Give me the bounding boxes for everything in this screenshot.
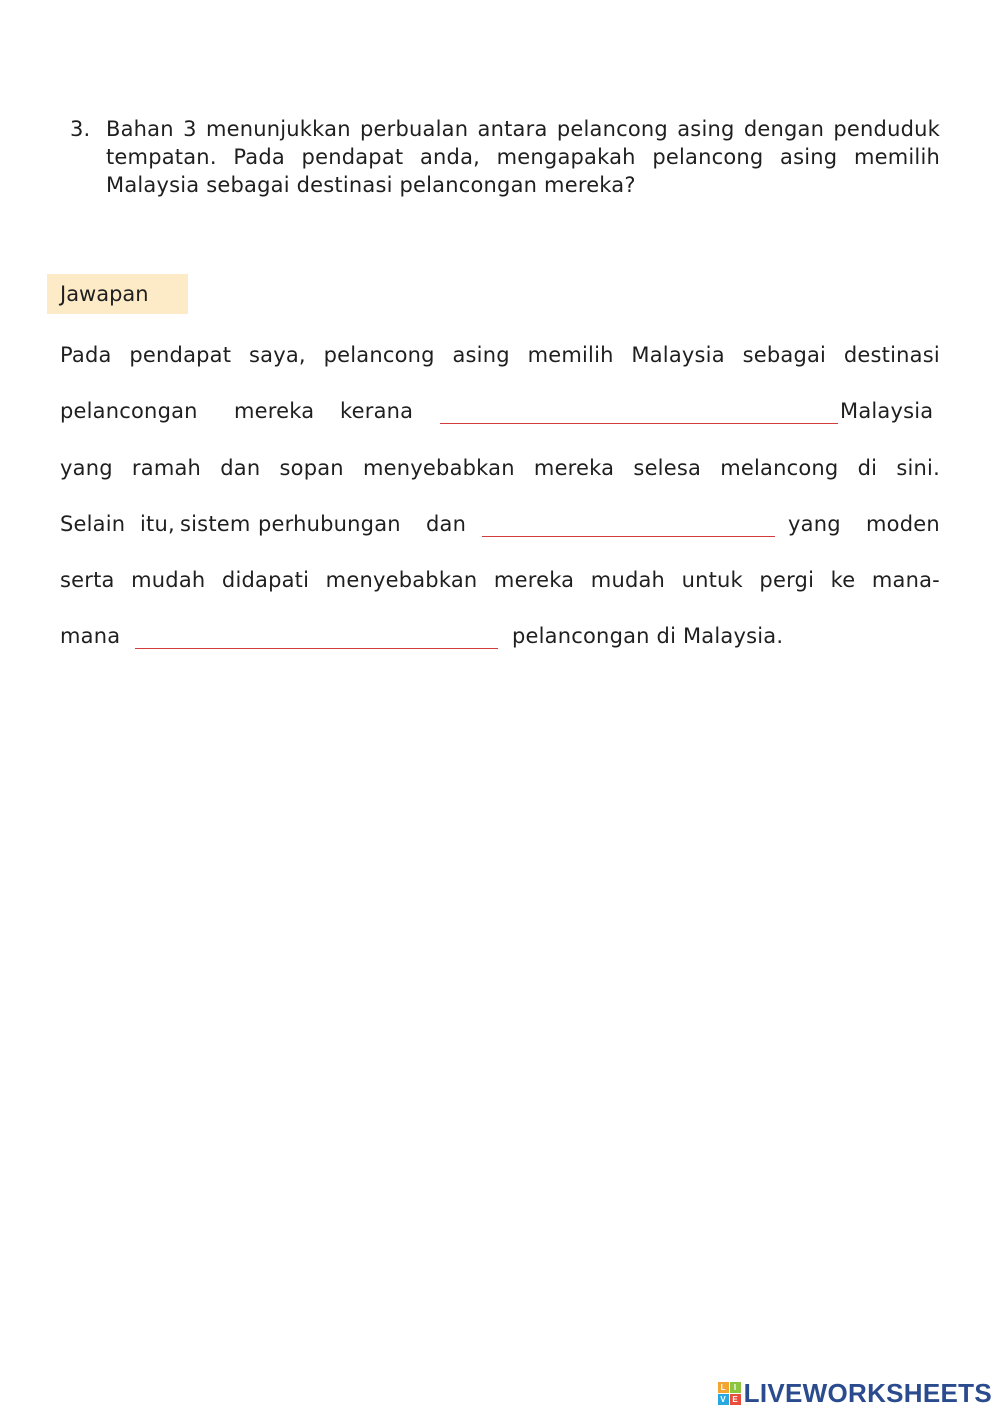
answer-line-5: serta mudah didapati menyebabkan mereka mudah untuk pergi ke mana- [60,568,940,592]
logo-letter: L [718,1382,729,1393]
brand-name: LIVEWORKSHEETS [743,1377,992,1408]
liveworksheets-brand [718,1379,992,1407]
question-text: Bahan 3 menunjukkan perbualan antara pelancong asing dengan penduduk tempatan. Pada pendapat anda, mengapakah pelancong asing memilih Malaysia sebagai destinasi pelancongan mereka? [106,117,940,197]
blank-input-3[interactable] [135,618,498,649]
question-number: 3. [70,117,91,141]
logo-letter: I [730,1382,741,1393]
answer-line-1: Pada pendapat saya, pelancong asing memilih Malaysia sebagai destinasi [60,343,940,367]
blank-input-1[interactable] [440,393,838,424]
logo-letter: V [718,1394,729,1405]
answer-line-3: yang ramah dan sopan menyebabkan mereka selesa melancong di sini. [60,456,940,480]
answer-line-2: pelancongan mereka kerana Malaysia [60,391,940,431]
blank-input-2[interactable] [482,506,775,537]
answer-label: Jawapan [47,274,188,314]
question-block [70,115,940,199]
answer-line-4: Selain itu, sistem perhubungan dan yang moden [60,504,940,544]
answer-line-6: mana pelancongan di Malaysia. [60,616,940,656]
logo-letter: E [730,1394,741,1405]
liveworksheets-logo-icon [718,1382,741,1405]
